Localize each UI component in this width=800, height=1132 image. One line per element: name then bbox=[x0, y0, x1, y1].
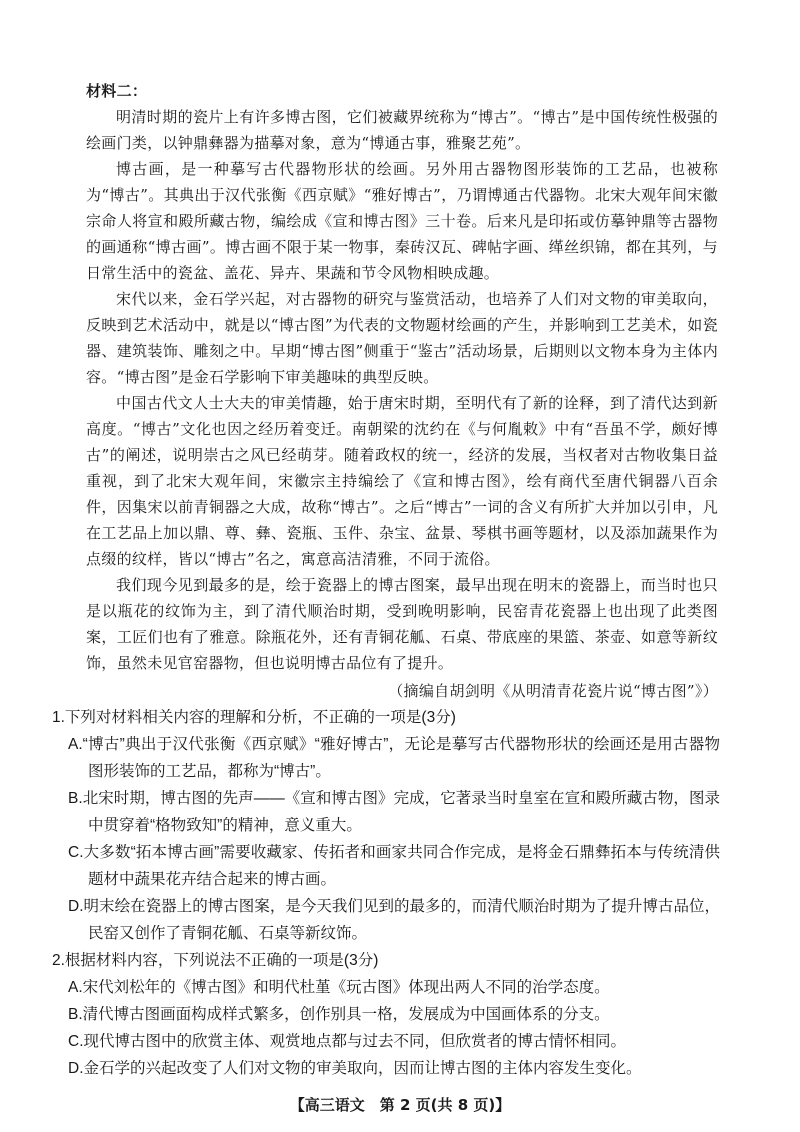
option-b: B.北宋时期，博古图的先声——《宣和博古图》完成，它著录当时皇室在宣和殿所藏古物，图录中贯穿着“格物致知”的精神，意义重大。 bbox=[68, 790, 720, 834]
option-c: C.大多数“拓本博古画”需要收藏家、传拓者和画家共同合作完成，是将金石鼎彝拓本与传统清供题材中蔬果花卉结合起来的博古画。 bbox=[68, 844, 720, 888]
option-d: D.明末绘在瓷器上的博古图案，是今天我们见到的最多的，而清代顺治时期为了提升博古品位，民窑又创作了青铜花觚、石桌等新纹饰。 bbox=[68, 898, 720, 942]
question-1 bbox=[52, 704, 720, 947]
material-paragraph: 中国古代文人士大夫的审美情趣，始于唐宋时期，至明代有了新的诠释，到了清代达到新高度。“博古”文化也因之经历着变迁。南朝梁的沈约在《与何胤敕》中有“吾虽不学，颇好博古”的阐述，说明崇古之风已经萌芽。随着政权的统一，经济的发展，当权者对古物收集日益重视，到了北宋大观年间，宋徽宗主持编绘了《宣和博古图》，绘有商代至唐代铜器八百余件，因集宋以前青铜器之大成，故称“博古”。之后“博古”一词的含义有所扩大并加以引申，凡在工艺品上加以鼎、尊、彝、瓷瓶、玉件、杂宝、盆景、琴棋书画等题材，以及添加蔬果作为点缀的纹样，皆以“博古”名之，寓意高洁清雅，不同于流俗。 bbox=[86, 394, 718, 568]
option-a: A.“博古”典出于汉代张衡《西京赋》“雅好博古”，无论是摹写古代器物形状的绘画还是用古器物图形装饰的工艺品，都称为“博古”。 bbox=[68, 736, 720, 780]
material-paragraph: 明清时期的瓷片上有许多博古图，它们被藏界统称为“博古”。“博古”是中国传统性极强的绘画门类，以钟鼎彝器为描摹对象，意为“博通古事，雅聚艺苑”。 bbox=[86, 108, 718, 152]
question-stem: 1.下列对材料相关内容的理解和分析，不正确的一项是(3分) bbox=[52, 709, 456, 726]
option-d: D.金石学的兴起改变了人们对文物的审美取向，因而让博古图的主体内容发生变化。 bbox=[68, 1060, 642, 1077]
question-stem: 2.根据材料内容，下列说法不正确的一项是(3分) bbox=[52, 952, 379, 969]
material-paragraph: 博古画，是一种摹写古代器物形状的绘画。另外用古器物图形装饰的工艺品，也被称为“博古”。其典出于汉代张衡《西京赋》“雅好博古”，乃谓博通古代器物。北宋大观年间宋徽宗命人将宣和殿所藏古物，编绘成《宣和博古图》三十卷。后来凡是印拓或仿摹钟鼎等古器物的画通称“博古画”。博古画不限于某一物事，秦砖汉瓦、碑帖字画、缂丝织锦，都在其列，与日常生活中的瓷盆、盖花、异卉、果蔬和节令风物相映成趣。 bbox=[86, 160, 718, 282]
material-paragraph: 宋代以来，金石学兴起，对古器物的研究与鉴赏活动，也培养了人们对文物的审美取向，反映到艺术活动中，就是以“博古图”为代表的文物题材绘画的产生，并影响到工艺美术，如瓷器、建筑装饰、雕刻之中。早期“博古图”侧重于“鉴古”活动场景，后期则以文物本身为主体内容。“博古图”是金石学影响下审美趣味的典型反映。 bbox=[86, 290, 718, 386]
option-c: C.现代博古图中的欣赏主体、观赏地点都与过去不同，但欣赏者的博古情怀相同。 bbox=[68, 1033, 627, 1050]
option-b: B.清代博古图画面构成样式繁多，创作别具一格，发展成为中国画体系的分支。 bbox=[68, 1006, 610, 1023]
question-list bbox=[52, 704, 720, 1082]
material-paragraph: 我们现今见到最多的是，绘于瓷器上的博古图案，最早出现在明末的瓷器上，而当时也只是以瓶花的纹饰为主，到了清代顺治时期，受到晚明影响，民窑青花瓷器上也出现了此类图案，工匠们也有了雅意。除瓶花外，还有青铜花觚、石桌、带底座的果篮、茶壶、如意等新纹饰，虽然未见官窑器物，但也说明博古品位有了提升。 bbox=[86, 576, 718, 672]
option-a: A.宋代刘松年的《博古图》和明代杜堇《玩古图》体现出两人不同的治学态度。 bbox=[68, 979, 610, 996]
material-source: （摘编自胡剑明《从明清青花瓷片说“博古图”》） bbox=[388, 682, 718, 700]
material-heading: 材料二： bbox=[86, 82, 148, 100]
page-footer: 【高三语文 第 2 页(共 8 页)】 bbox=[289, 1096, 511, 1114]
question-2 bbox=[52, 947, 720, 1082]
reading-material bbox=[86, 78, 718, 704]
